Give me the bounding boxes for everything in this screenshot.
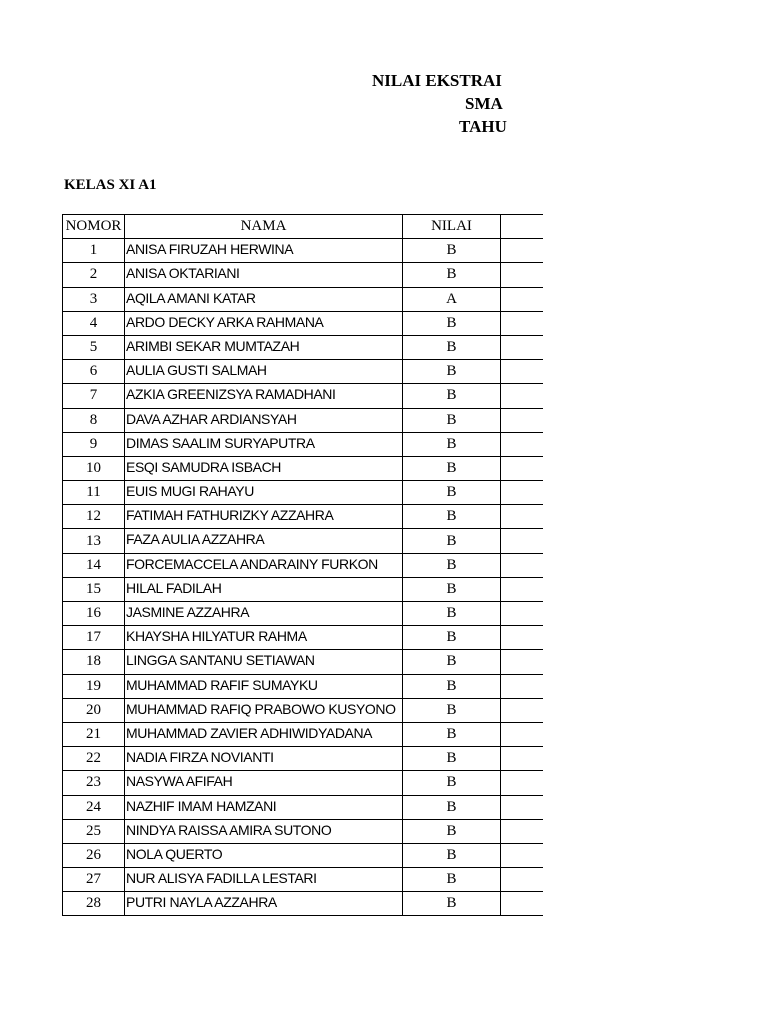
student-name-cell: NOLA QUERTO: [125, 843, 403, 867]
grade-cell: B: [403, 771, 501, 795]
table-row: [63, 722, 543, 746]
row-number-cell: 3: [63, 287, 125, 311]
cutoff-cell: [501, 553, 543, 577]
table-row: [63, 311, 543, 335]
row-number-cell: 26: [63, 843, 125, 867]
table-header-row: [63, 215, 543, 239]
row-number-cell: 28: [63, 892, 125, 916]
row-number-cell: 15: [63, 577, 125, 601]
grades-table: [62, 214, 543, 916]
student-name-cell: ANISA FIRUZAH HERWINA: [125, 239, 403, 263]
cutoff-cell: [501, 843, 543, 867]
table-row: [63, 553, 543, 577]
row-number-cell: 20: [63, 698, 125, 722]
cutoff-cell: [501, 481, 543, 505]
grade-cell: B: [403, 456, 501, 480]
student-name-cell: NUR ALISYA FADILLA LESTARI: [125, 868, 403, 892]
table-row: [63, 577, 543, 601]
table-row: [63, 868, 543, 892]
grade-cell: B: [403, 868, 501, 892]
cutoff-cell: [501, 819, 543, 843]
student-name-cell: AQILA AMANI KATAR: [125, 287, 403, 311]
table-row: [63, 456, 543, 480]
grade-cell: B: [403, 843, 501, 867]
grade-cell: B: [403, 553, 501, 577]
row-number-cell: 18: [63, 650, 125, 674]
row-number-cell: 6: [63, 360, 125, 384]
grade-cell: B: [403, 481, 501, 505]
table-row: [63, 698, 543, 722]
grade-cell: B: [403, 505, 501, 529]
table-row: [63, 505, 543, 529]
grade-cell: B: [403, 650, 501, 674]
cutoff-cell: [501, 698, 543, 722]
cutoff-cell: [501, 456, 543, 480]
cutoff-cell: [501, 432, 543, 456]
student-name-cell: LINGGA SANTANU SETIAWAN: [125, 650, 403, 674]
column-header-nilai: NILAI: [403, 215, 501, 239]
table-row: [63, 432, 543, 456]
grade-cell: A: [403, 287, 501, 311]
student-name-cell: PUTRI NAYLA AZZAHRA: [125, 892, 403, 916]
cutoff-cell: [501, 505, 543, 529]
table-row: [63, 335, 543, 359]
table-row: [63, 602, 543, 626]
class-label: KELAS XI A1: [64, 177, 157, 193]
cutoff-cell: [501, 771, 543, 795]
table-row: [63, 287, 543, 311]
table-row: [63, 408, 543, 432]
row-number-cell: 2: [63, 263, 125, 287]
row-number-cell: 22: [63, 747, 125, 771]
row-number-cell: 14: [63, 553, 125, 577]
table-row: [63, 529, 543, 553]
grade-cell: B: [403, 674, 501, 698]
row-number-cell: 10: [63, 456, 125, 480]
cutoff-cell: [501, 795, 543, 819]
row-number-cell: 27: [63, 868, 125, 892]
cutoff-cell: [501, 602, 543, 626]
table-row: [63, 747, 543, 771]
student-name-cell: MUHAMMAD ZAVIER ADHIWIDYADANA: [125, 722, 403, 746]
student-name-cell: ARIMBI SEKAR MUMTAZAH: [125, 335, 403, 359]
grade-cell: B: [403, 698, 501, 722]
table-body: [63, 239, 543, 916]
row-number-cell: 21: [63, 722, 125, 746]
student-name-cell: FAZA AULIA AZZAHRA: [125, 529, 403, 553]
row-number-cell: 9: [63, 432, 125, 456]
row-number-cell: 5: [63, 335, 125, 359]
student-name-cell: NINDYA RAISSA AMIRA SUTONO: [125, 819, 403, 843]
student-name-cell: ESQI SAMUDRA ISBACH: [125, 456, 403, 480]
grade-cell: B: [403, 747, 501, 771]
cutoff-cell: [501, 408, 543, 432]
row-number-cell: 1: [63, 239, 125, 263]
table-row: [63, 626, 543, 650]
cutoff-cell: [501, 674, 543, 698]
grade-cell: B: [403, 408, 501, 432]
grade-cell: B: [403, 335, 501, 359]
row-number-cell: 11: [63, 481, 125, 505]
cutoff-cell: [501, 239, 543, 263]
row-number-cell: 4: [63, 311, 125, 335]
cutoff-cell: [501, 577, 543, 601]
student-name-cell: MUHAMMAD RAFIQ PRABOWO KUSYONO: [125, 698, 403, 722]
row-number-cell: 16: [63, 602, 125, 626]
cutoff-cell: [501, 747, 543, 771]
cutoff-cell: [501, 650, 543, 674]
grade-cell: B: [403, 263, 501, 287]
student-name-cell: AULIA GUSTI SALMAH: [125, 360, 403, 384]
table-row: [63, 384, 543, 408]
cutoff-cell: [501, 287, 543, 311]
student-name-cell: AZKIA GREENIZSYA RAMADHANI: [125, 384, 403, 408]
student-name-cell: EUIS MUGI RAHAYU: [125, 481, 403, 505]
row-number-cell: 24: [63, 795, 125, 819]
table-row: [63, 892, 543, 916]
document-title-line-1: NILAI EKSTRAI: [372, 71, 502, 90]
cutoff-cell: [501, 360, 543, 384]
grade-cell: B: [403, 311, 501, 335]
row-number-cell: 13: [63, 529, 125, 553]
grade-cell: B: [403, 529, 501, 553]
document-title-line-2: SMA: [465, 94, 503, 113]
student-name-cell: JASMINE AZZAHRA: [125, 602, 403, 626]
student-name-cell: NASYWA AFIFAH: [125, 771, 403, 795]
cutoff-cell: [501, 263, 543, 287]
table-row: [63, 360, 543, 384]
table-row: [63, 674, 543, 698]
table-row: [63, 771, 543, 795]
student-name-cell: KHAYSHA HILYATUR RAHMA: [125, 626, 403, 650]
column-header-nama: NAMA: [125, 215, 403, 239]
column-header-cutoff: [501, 215, 543, 239]
row-number-cell: 19: [63, 674, 125, 698]
grade-cell: B: [403, 795, 501, 819]
table-row: [63, 795, 543, 819]
student-name-cell: DIMAS SAALIM SURYAPUTRA: [125, 432, 403, 456]
document-title-line-3: TAHU: [459, 117, 507, 136]
grade-cell: B: [403, 819, 501, 843]
table-row: [63, 239, 543, 263]
grade-cell: B: [403, 577, 501, 601]
cutoff-cell: [501, 626, 543, 650]
table-row: [63, 650, 543, 674]
cutoff-cell: [501, 311, 543, 335]
cutoff-cell: [501, 722, 543, 746]
grade-cell: B: [403, 432, 501, 456]
row-number-cell: 12: [63, 505, 125, 529]
student-name-cell: NAZHIF IMAM HAMZANI: [125, 795, 403, 819]
row-number-cell: 17: [63, 626, 125, 650]
cutoff-cell: [501, 868, 543, 892]
grade-cell: B: [403, 722, 501, 746]
table-row: [63, 843, 543, 867]
cutoff-cell: [501, 892, 543, 916]
student-name-cell: HILAL FADILAH: [125, 577, 403, 601]
grade-cell: B: [403, 602, 501, 626]
cutoff-cell: [501, 529, 543, 553]
table-row: [63, 819, 543, 843]
grade-cell: B: [403, 384, 501, 408]
student-name-cell: FORCEMACCELA ANDARAINY FURKON: [125, 553, 403, 577]
cutoff-cell: [501, 384, 543, 408]
grade-cell: B: [403, 239, 501, 263]
table-row: [63, 481, 543, 505]
grade-cell: B: [403, 626, 501, 650]
student-name-cell: DAVA AZHAR ARDIANSYAH: [125, 408, 403, 432]
student-name-cell: NADIA FIRZA NOVIANTI: [125, 747, 403, 771]
cutoff-cell: [501, 335, 543, 359]
row-number-cell: 8: [63, 408, 125, 432]
row-number-cell: 23: [63, 771, 125, 795]
column-header-nomor: NOMOR: [63, 215, 125, 239]
student-name-cell: ARDO DECKY ARKA RAHMANA: [125, 311, 403, 335]
row-number-cell: 25: [63, 819, 125, 843]
table-row: [63, 263, 543, 287]
grade-cell: B: [403, 892, 501, 916]
row-number-cell: 7: [63, 384, 125, 408]
grade-cell: B: [403, 360, 501, 384]
student-name-cell: ANISA OKTARIANI: [125, 263, 403, 287]
student-name-cell: FATIMAH FATHURIZKY AZZAHRA: [125, 505, 403, 529]
student-name-cell: MUHAMMAD RAFIF SUMAYKU: [125, 674, 403, 698]
